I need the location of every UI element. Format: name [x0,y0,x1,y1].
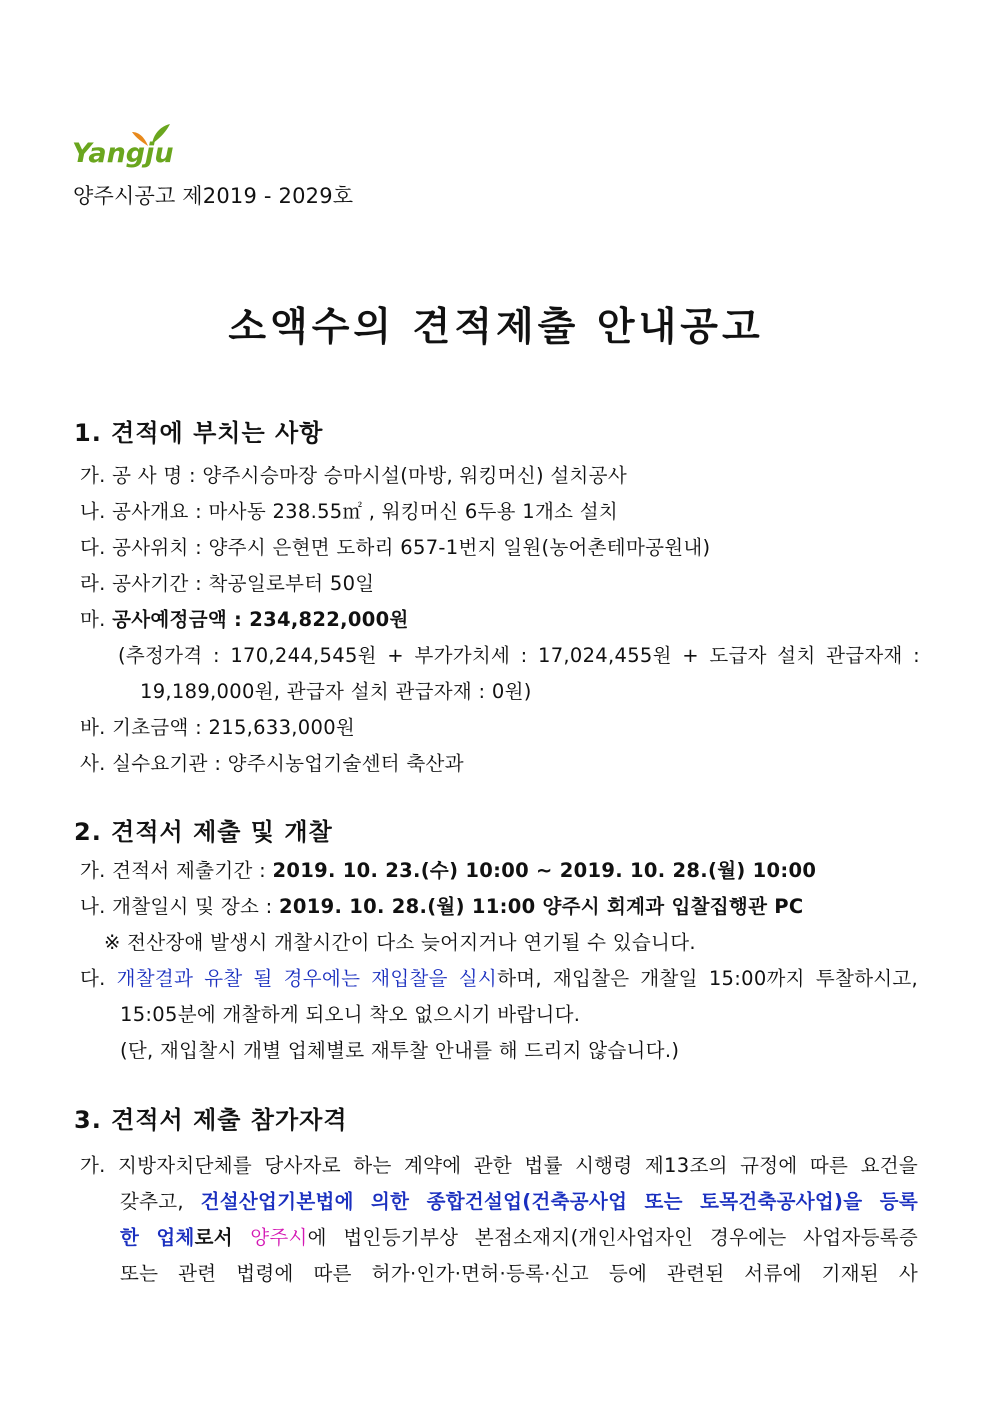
rebid-notice: 개찰결과 유찰 될 경우에는 재입찰을 실시 [116,967,498,990]
section-1-item-g: 사. 실수요기관 : 양주시농업기술센터 축산과 [80,752,464,775]
section-3-heading: 3. 견적서 제출 참가자격 [74,1106,348,1134]
section-3-item-a-line-2 [120,1186,918,1214]
section-2-note: ※ 전산장애 발생시 개찰시간이 다소 늦어지거나 연기될 수 있습니다. [104,931,696,954]
section-2-heading: 2. 견적서 제출 및 개찰 [74,818,333,846]
section-1-item-d: 라. 공사기간 : 착공일로부터 50일 [80,572,375,595]
section-2-item-b-prefix: 나. 개찰일시 및 장소 : [80,895,279,918]
section-3-item-a-line-3-rest: 에 법인등기부상 본점소재지(개인사업자인 경우에는 사업자등록증 [307,1226,918,1249]
section-3-item-a-line-1: 가. 지방자치단체를 당사자로 하는 계약에 관한 법률 시행령 제13조의 규정에 따른 요건을 [80,1154,918,1177]
section-3-item-a-line-2-pre: 갖추고, [120,1190,201,1213]
section-1-item-a: 가. 공 사 명 : 양주시승마장 승마시설(마방, 워킹머신) 설치공사 [80,464,627,487]
estimated-amount: 공사예정금액 : 234,822,000원 [112,608,409,631]
qualification-blue: 건설산업기본법에 의한 종합건설업(건축공사업 또는 토목건축공사업)을 등록 [200,1190,918,1213]
section-3-item-a-line-3 [120,1222,918,1250]
section-2-item-a [80,855,816,883]
yangju-logo [72,124,182,168]
notice-number: 양주시공고 제2019 - 2029호 [73,184,354,208]
svg-text:Yangju: Yangju [72,138,174,168]
logo-leaf-icon [72,124,182,168]
section-1-item-c: 다. 공사위치 : 양주시 은현면 도하리 657-1번지 일원(농어촌테마공원내) [80,536,711,559]
section-1-item-e [80,604,409,632]
section-2-item-c-line-2: 15:05분에 개찰하게 되오니 착오 없으시기 바랍니다. [120,1003,581,1026]
section-1-item-e-prefix: 마. [80,608,113,631]
section-2-item-c [80,963,918,991]
section-1-item-e-detail-1: (추정가격 : 170,244,545원 + 부가가치세 : 17,024,455원 + 도급자 설치 관급자재 : [118,644,920,667]
submission-period: 2019. 10. 23.(수) 10:00 ~ 2019. 10. 28.(월) 10:00 [272,859,817,882]
section-1-item-b: 나. 공사개요 : 마사동 238.55㎡ , 워킹머신 6두용 1개소 설치 [80,500,619,523]
section-2-item-b [80,891,804,919]
city-name: 양주시 [250,1226,308,1249]
opening-date-place: 2019. 10. 28.(월) 11:00 양주시 회계과 입찰집행관 PC [278,895,804,918]
section-3-item-a-line-4: 또는 관련 법령에 따른 허가·인가·면허·등록·신고 등에 관련된 서류에 기재된 사 [120,1262,918,1285]
section-2-item-c-rest: 하며, 재입찰은 개찰일 15:00까지 투찰하시고, [497,967,918,990]
page-title: 소액수의 견적제출 안내공고 [228,305,764,350]
section-2-item-c-line-3: (단, 재입찰시 개별 업체별로 재투찰 안내를 해 드리지 않습니다.) [120,1039,680,1062]
section-1-item-f: 바. 기초금액 : 215,633,000원 [80,716,356,739]
section-2-item-a-prefix: 가. 견적서 제출기간 : [80,859,273,882]
registered-company: 한 업체 [120,1226,195,1249]
section-3-item-a-line-3-bold: 로서 [194,1226,251,1249]
section-1-heading: 1. 견적에 부치는 사항 [74,419,324,447]
section-1-item-e-detail-2: 19,189,000원, 관급자 설치 관급자재 : 0원) [140,680,532,703]
section-2-item-c-prefix: 다. [80,967,117,990]
